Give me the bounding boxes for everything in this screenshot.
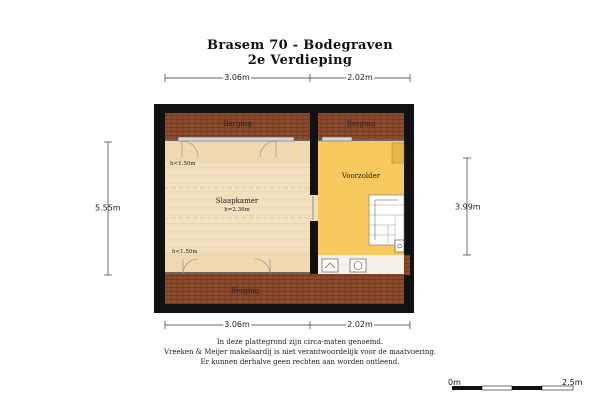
- dimension-top-left: 3.06m: [224, 73, 250, 82]
- label-slaapkamer: Slaapkamer: [215, 197, 259, 205]
- label-berging-top-left: Berging: [223, 120, 252, 128]
- label-slaapkamer-height: h=2.36m: [224, 207, 250, 213]
- dimension-bottom-left: 3.06m: [224, 320, 250, 329]
- dryer: [350, 259, 366, 272]
- disclaimer-line-3: Er kunnen derhalve geen rechten aan worden ontleend.: [200, 358, 400, 366]
- label-berging-top-right: Berging: [346, 120, 376, 128]
- dimension-top-right: 2.02m: [347, 73, 373, 82]
- disclaimer-line-2: Vreeken & Meijer makelaardij is niet verantwoordelijk voor de maatvoering.: [163, 348, 437, 356]
- interior-wall: [310, 113, 318, 274]
- dimension-right-height: 3.99m: [455, 202, 481, 212]
- scale-start: 0m: [448, 378, 461, 387]
- disclaimer-line-1: In deze plattegrond zijn circa-maten genoemd.: [216, 338, 384, 346]
- roof-window: [178, 137, 294, 141]
- disclaimer: [0, 337, 600, 367]
- dimension-bottom-right: 2.02m: [347, 320, 373, 329]
- scale-bar: [452, 386, 573, 390]
- roof-window-small: [322, 137, 352, 141]
- dimension-left-height: 5.55m: [95, 203, 121, 213]
- scale-end: 2.5m: [562, 378, 583, 387]
- label-height-note-top: h<1.50m: [170, 161, 196, 167]
- berging-bottom: [165, 274, 404, 304]
- label-height-note-bottom: h<1.50m: [172, 249, 198, 255]
- staircase: [369, 195, 404, 245]
- plan-title: Brasem 70 - Bodegraven: [207, 38, 393, 53]
- label-voorzolder: Voorzolder: [341, 172, 381, 180]
- sink: [395, 240, 404, 252]
- washing-machine: [322, 259, 338, 272]
- floor-name: 2e Verdieping: [247, 53, 353, 68]
- label-berging-bottom: Berging: [230, 287, 260, 295]
